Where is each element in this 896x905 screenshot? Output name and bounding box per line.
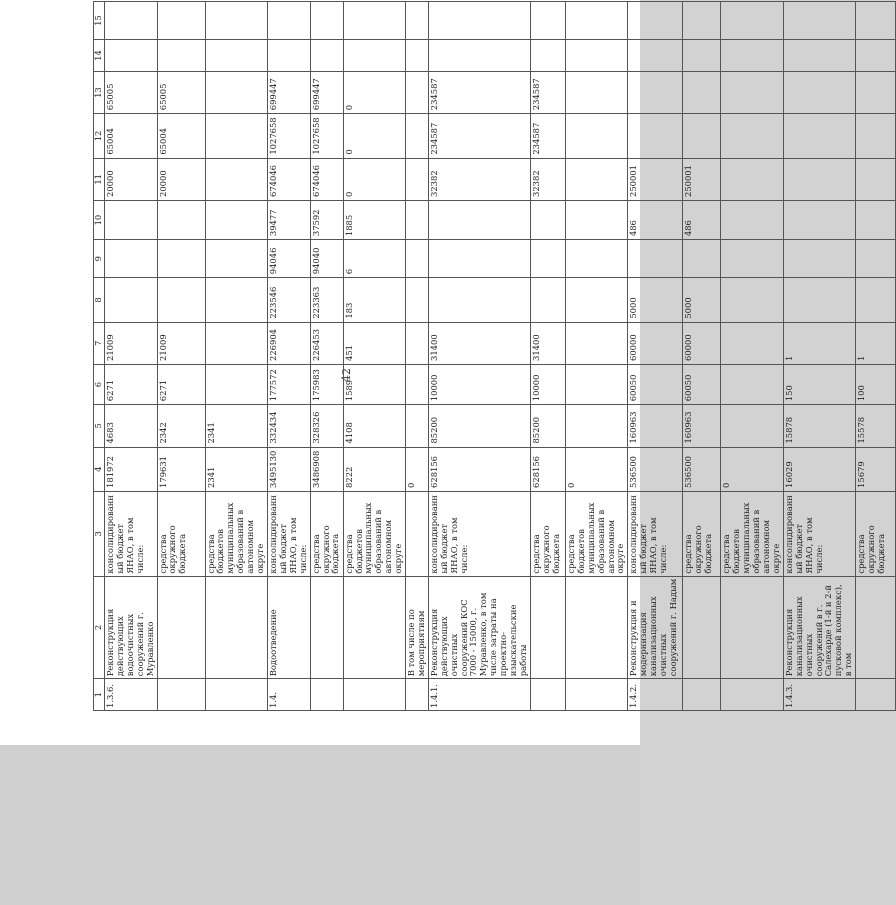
amount-cell: 60050 [628,365,683,405]
item-name-cell: Реконструкция действующих водоочистных сооружений г. Муравленко [105,576,158,679]
item-name-cell [683,576,721,679]
amount-cell [721,158,783,200]
amount-cell: 31400 [428,322,530,364]
amount-cell [721,201,783,240]
funding-source-cell: средства бюджетов муниципальных образований в автономном округе [565,491,627,576]
amount-cell: 150 [783,365,855,405]
amount-cell: 10000 [530,365,565,405]
amount-cell: 2341 [205,405,267,447]
amount-cell: 1 [856,322,896,364]
amount-cell [721,322,783,364]
item-code-cell [530,679,565,711]
item-code-cell: 1.4.2. [628,679,683,711]
table-row [310,2,343,711]
amount-cell: 21009 [157,322,205,364]
amount-cell [856,71,896,113]
amount-cell: 6 [343,240,405,278]
funding-source-cell: консолидированный бюджет ЯНАО, в том числе: [428,491,530,576]
amount-cell: 39477 [267,201,310,240]
funding-source-cell: средства окружного бюджета [683,491,721,576]
amount-cell [530,2,565,40]
funding-source-cell: средства окружного бюджета [310,491,343,576]
item-name-cell: Реконструкция канализационных очистных сооружений в г. Салехарде (1-й и 2-й пусковой комплекс), в том [783,576,855,679]
amount-cell [205,322,267,364]
amount-cell [157,240,205,278]
rotated-table-container [93,1,886,711]
table-row [856,2,896,711]
amount-cell [157,2,205,40]
amount-cell: 0 [343,114,405,158]
amount-cell: 328326 [310,405,343,447]
header-cell: 12 [94,114,105,158]
amount-cell [721,278,783,322]
amount-cell: 181972 [105,447,158,491]
funding-source-cell: средства бюджетов муниципальных образований в автономном округе [205,491,267,576]
amount-cell [205,114,267,158]
table-row [530,2,565,711]
amount-cell: 223546 [267,278,310,322]
amount-cell [267,2,310,40]
item-code-cell [157,679,205,711]
item-code-cell [565,679,627,711]
amount-cell: 1027658 [267,114,310,158]
header-cell: 8 [94,278,105,322]
amount-cell: 536500 [628,447,683,491]
amount-cell [721,40,783,72]
item-name-cell [343,576,405,679]
scan-background [0,745,640,905]
budget-table [93,1,896,711]
amount-cell [565,2,627,40]
amount-cell [428,40,530,72]
header-cell: 14 [94,40,105,72]
amount-cell [565,240,627,278]
amount-cell [856,201,896,240]
amount-cell [343,40,405,72]
amount-cell [783,40,855,72]
item-name-cell [856,576,896,679]
table-row [406,2,429,711]
amount-cell: 250001 [683,158,721,200]
amount-cell [205,71,267,113]
header-cell: 2 [94,576,105,679]
amount-cell [565,114,627,158]
amount-cell [157,278,205,322]
amount-cell: 183 [343,278,405,322]
amount-cell: 0 [565,447,627,491]
amount-cell [565,40,627,72]
item-code-cell [856,679,896,711]
amount-cell [406,278,429,322]
item-name-cell: Водоотведение [267,576,310,679]
amount-cell: 5000 [628,278,683,322]
amount-cell: 4683 [105,405,158,447]
amount-cell [683,71,721,113]
amount-cell: 628156 [530,447,565,491]
amount-cell: 65004 [157,114,205,158]
amount-cell [783,278,855,322]
amount-cell: 177572 [267,365,310,405]
table-row [565,2,627,711]
funding-source-cell: средства бюджетов муниципальных образований в автономном округе [343,491,405,576]
amount-cell: 6271 [105,365,158,405]
header-cell: 5 [94,405,105,447]
amount-cell [721,405,783,447]
amount-cell [428,2,530,40]
table-row [105,2,158,711]
header-row [94,2,105,711]
amount-cell: 179631 [157,447,205,491]
amount-cell [406,114,429,158]
amount-cell: 60000 [683,322,721,364]
table-row [205,2,267,711]
item-code-cell [683,679,721,711]
amount-cell: 100 [856,365,896,405]
amount-cell: 16029 [783,447,855,491]
header-cell: 7 [94,322,105,364]
amount-cell: 1885 [343,201,405,240]
amount-cell: 699447 [267,71,310,113]
amount-cell [205,40,267,72]
item-name-cell [157,576,205,679]
amount-cell: 226453 [310,322,343,364]
amount-cell: 94046 [267,240,310,278]
amount-cell [105,278,158,322]
item-name-cell [530,576,565,679]
amount-cell [856,2,896,40]
amount-cell: 451 [343,322,405,364]
amount-cell: 0 [721,447,783,491]
amount-cell [428,278,530,322]
item-name-cell [721,576,783,679]
amount-cell: 32382 [428,158,530,200]
item-code-cell [310,679,343,711]
item-name-cell: Реконструкция и модернизация канализационных очистных сооружений г. Надым [628,576,683,679]
amount-cell: 15679 [856,447,896,491]
amount-cell: 175983 [310,365,343,405]
header-cell: 3 [94,491,105,576]
amount-cell: 628156 [428,447,530,491]
amount-cell [157,201,205,240]
amount-cell: 20000 [157,158,205,200]
amount-cell [310,2,343,40]
amount-cell: 20000 [105,158,158,200]
table-row [428,2,530,711]
amount-cell: 226904 [267,322,310,364]
amount-cell [628,240,683,278]
amount-cell [783,240,855,278]
amount-cell: 10000 [428,365,530,405]
amount-cell [406,158,429,200]
amount-cell [105,201,158,240]
amount-cell: 160963 [683,405,721,447]
amount-cell [783,201,855,240]
amount-cell: 699447 [310,71,343,113]
amount-cell: 32382 [530,158,565,200]
amount-cell: 2342 [157,405,205,447]
amount-cell: 234587 [428,114,530,158]
amount-cell [310,40,343,72]
page-number: 42 [340,368,353,382]
table-row [343,2,405,711]
amount-cell [565,322,627,364]
amount-cell [565,71,627,113]
header-cell: 1 [94,679,105,711]
amount-cell [628,40,683,72]
amount-cell [683,240,721,278]
amount-cell [628,71,683,113]
header-cell: 11 [94,158,105,200]
funding-source-cell: консолидированный бюджет ЯНАО, в том числе: [783,491,855,576]
amount-cell [565,158,627,200]
amount-cell: 3486908 [310,447,343,491]
item-code-cell: 1.4.1. [428,679,530,711]
table-row [628,2,683,711]
amount-cell [205,278,267,322]
amount-cell [428,201,530,240]
amount-cell [628,2,683,40]
amount-cell: 5000 [683,278,721,322]
amount-cell: 234587 [530,71,565,113]
amount-cell [530,201,565,240]
amount-cell: 0 [343,71,405,113]
header-cell: 15 [94,2,105,40]
amount-cell [856,240,896,278]
table-body [94,2,896,711]
item-code-cell: 1.4. [267,679,310,711]
header-cell: 10 [94,201,105,240]
amount-cell [267,40,310,72]
amount-cell: 85200 [530,405,565,447]
funding-source-cell [406,491,429,576]
funding-source-cell: средства окружного бюджета [157,491,205,576]
amount-cell [205,365,267,405]
funding-source-cell: консолидированный бюджет ЯНАО, в том числе: [105,491,158,576]
amount-cell: 0 [343,158,405,200]
amount-cell [406,240,429,278]
amount-cell [406,405,429,447]
amount-cell: 8222 [343,447,405,491]
amount-cell [406,201,429,240]
table-row [157,2,205,711]
amount-cell [205,158,267,200]
table-row [783,2,855,711]
amount-cell [683,114,721,158]
amount-cell: 94040 [310,240,343,278]
item-name-cell [205,576,267,679]
amount-cell [205,2,267,40]
item-name-cell: В том числе по мероприятиям [406,576,429,679]
amount-cell [406,40,429,72]
amount-cell: 85200 [428,405,530,447]
amount-cell [105,2,158,40]
amount-cell [530,240,565,278]
amount-cell: 65004 [105,114,158,158]
amount-cell [565,201,627,240]
header-cell: 6 [94,365,105,405]
amount-cell [783,71,855,113]
item-code-cell [205,679,267,711]
amount-cell [721,71,783,113]
amount-cell [406,365,429,405]
table-row [721,2,783,711]
amount-cell [105,40,158,72]
amount-cell: 6271 [157,365,205,405]
amount-cell [721,240,783,278]
amount-cell [721,114,783,158]
amount-cell: 37592 [310,201,343,240]
amount-cell [343,2,405,40]
amount-cell [856,278,896,322]
amount-cell: 31400 [530,322,565,364]
amount-cell: 65005 [157,71,205,113]
item-name-cell: Реконструкция действующих очистных сооружений КОС 7000 - 15000, г. Муравленко, в том числе затраты на проектно-изыскательские работы [428,576,530,679]
amount-cell: 3495130 [267,447,310,491]
funding-source-cell: средства окружного бюджета [856,491,896,576]
amount-cell: 1 [783,322,855,364]
amount-cell: 1589 [343,365,405,405]
funding-source-cell: консолидированный бюджет ЯНАО, в том числе: [267,491,310,576]
amount-cell [205,201,267,240]
amount-cell [783,158,855,200]
amount-cell [683,40,721,72]
amount-cell: 486 [628,201,683,240]
amount-cell: 1027658 [310,114,343,158]
item-code-cell [343,679,405,711]
table-row [267,2,310,711]
amount-cell: 234587 [428,71,530,113]
amount-cell: 21009 [105,322,158,364]
header-cell: 4 [94,447,105,491]
header-cell: 9 [94,240,105,278]
amount-cell: 2341 [205,447,267,491]
amount-cell: 486 [683,201,721,240]
amount-cell [721,365,783,405]
funding-source-cell: средства бюджетов муниципальных образований в автономном округе [721,491,783,576]
amount-cell [406,322,429,364]
amount-cell: 160963 [628,405,683,447]
amount-cell: 674046 [267,158,310,200]
amount-cell: 0 [406,447,429,491]
amount-cell [105,240,158,278]
amount-cell [856,114,896,158]
amount-cell [565,405,627,447]
amount-cell: 332434 [267,405,310,447]
amount-cell [406,2,429,40]
table-row [683,2,721,711]
item-code-cell [721,679,783,711]
amount-cell: 234587 [530,114,565,158]
item-name-cell [310,576,343,679]
funding-source-cell: средства окружного бюджета [530,491,565,576]
amount-cell [565,278,627,322]
item-code-cell [406,679,429,711]
amount-cell [721,2,783,40]
amount-cell [157,40,205,72]
header-cell: 13 [94,71,105,113]
amount-cell: 15878 [783,405,855,447]
amount-cell [628,114,683,158]
amount-cell [683,2,721,40]
amount-cell: 60000 [628,322,683,364]
amount-cell: 536500 [683,447,721,491]
amount-cell [428,240,530,278]
amount-cell [783,2,855,40]
amount-cell: 674046 [310,158,343,200]
amount-cell [783,114,855,158]
item-code-cell: 1.3.6. [105,679,158,711]
amount-cell [565,365,627,405]
amount-cell [856,158,896,200]
amount-cell: 60050 [683,365,721,405]
amount-cell: 65005 [105,71,158,113]
funding-source-cell: консолидированный бюджет ЯНАО, в том числе: [628,491,683,576]
amount-cell [856,40,896,72]
amount-cell [530,278,565,322]
item-name-cell [565,576,627,679]
amount-cell: 4108 [343,405,405,447]
item-code-cell: 1.4.3. [783,679,855,711]
amount-cell [205,240,267,278]
amount-cell: 250001 [628,158,683,200]
amount-cell: 15578 [856,405,896,447]
amount-cell [406,71,429,113]
amount-cell [530,40,565,72]
amount-cell: 223363 [310,278,343,322]
